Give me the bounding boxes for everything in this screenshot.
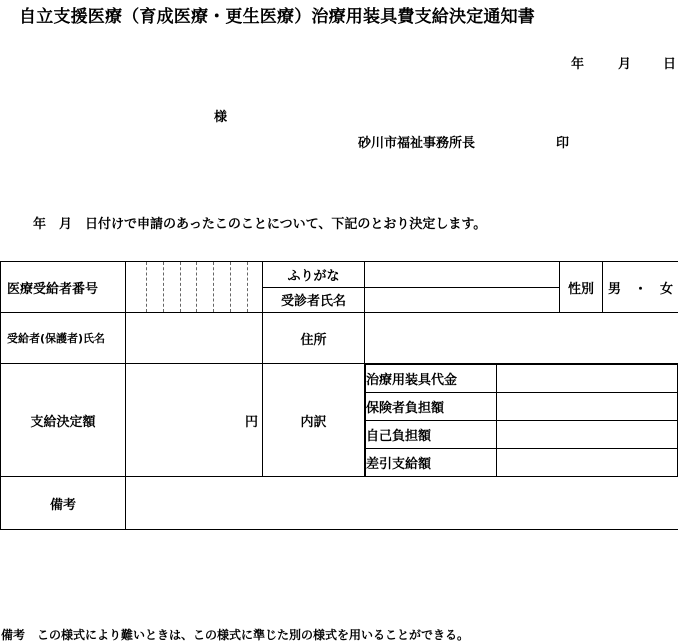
amount-field[interactable] (126, 364, 263, 477)
date-month: 月 (618, 57, 632, 72)
guardian-label: 受給者(保護者)氏名 (1, 313, 126, 364)
breakdown-item-insurer-share: 保険者負担額 (366, 393, 497, 421)
intro-text: 年 月 日付けで申請のあったこのことについて、下記のとおり決定します。 (33, 217, 487, 232)
issuer-name: 砂川市福祉事務所長 (358, 136, 476, 151)
breakdown-cell (365, 364, 678, 477)
breakdown-table (365, 364, 678, 476)
amount-label: 支給決定額 (1, 364, 126, 477)
patient-name-field[interactable] (365, 287, 560, 313)
yen-unit: 円 (244, 414, 258, 430)
address-label: 住所 (263, 313, 365, 364)
self-pay-field[interactable] (497, 421, 678, 449)
sex-options[interactable]: 男 ・ 女 (603, 262, 678, 313)
breakdown-item-net-payment: 差引支給額 (366, 449, 497, 477)
date-year: 年 (571, 57, 585, 72)
device-cost-field[interactable] (497, 365, 678, 393)
breakdown-item-device-cost: 治療用装具代金 (366, 365, 497, 393)
breakdown-item-self-pay: 自己負担額 (366, 421, 497, 449)
address-field[interactable] (365, 313, 678, 364)
net-payment-field[interactable] (497, 449, 678, 477)
insurer-share-field[interactable] (497, 393, 678, 421)
furigana-field[interactable] (365, 262, 560, 288)
date-day: 日 (663, 57, 677, 72)
guardian-name-field[interactable] (126, 313, 263, 364)
remarks-field[interactable] (126, 477, 678, 530)
remarks-label: 備考 (1, 477, 126, 530)
seal-mark: 印 (556, 136, 570, 151)
breakdown-label: 内訳 (263, 364, 365, 477)
recipient-number-label: 医療受給者番号 (1, 262, 126, 313)
addressee-suffix: 様 (214, 110, 228, 125)
document-title: 自立支援医療（育成医療・更生医療）治療用装具費支給決定通知書 (19, 7, 535, 27)
recipient-number-boxes (126, 262, 263, 313)
furigana-label: ふりがな (263, 262, 365, 288)
decision-form-table (0, 261, 678, 530)
patient-name-label: 受診者氏名 (263, 287, 365, 313)
footnote: 備考 この様式により難いときは、この様式に準じた別の様式を用いることができる。 (1, 628, 470, 642)
sex-label: 性別 (560, 262, 603, 313)
